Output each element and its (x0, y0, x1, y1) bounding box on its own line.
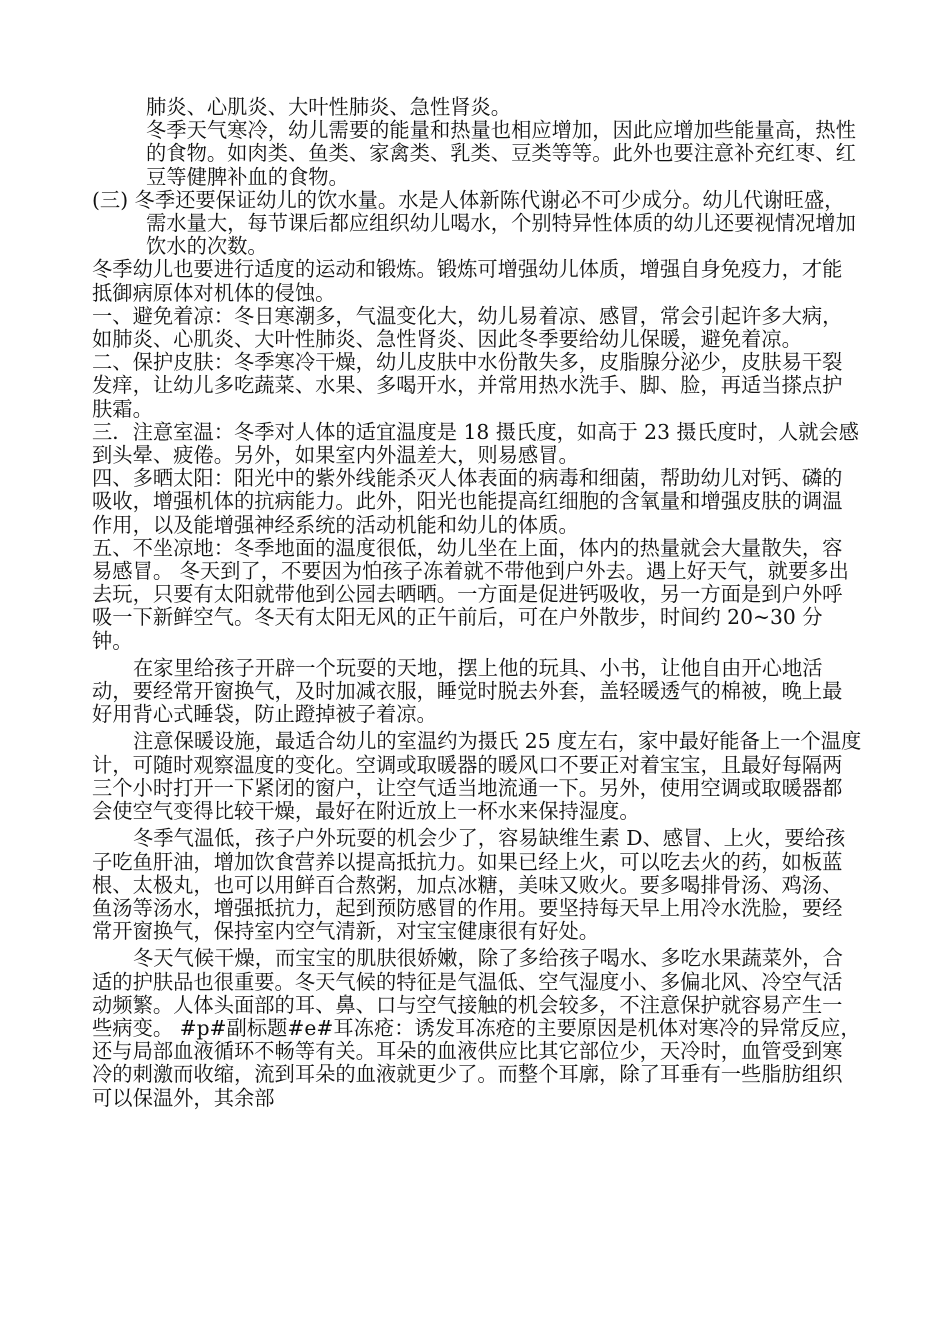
paragraph-avoid-cold: 一、避免着凉：冬日寒潮多，气温变化大，幼儿易着凉、感冒，常会引起许多大病，如肺炎、心肌炎、大叶性肺炎、急性肾炎、因此冬季要给幼儿保暖，避免着凉。 (92, 303, 843, 352)
paragraph-cold-floor: 五、不坐凉地：冬季地面的温度很低，幼儿坐在上面，体内的热量就会大量散失，容易感冒。 冬天到了，不要因为怕孩子冻着就不带他到户外去。遇上好天气，就要多出去玩，只要有太阳就带他到公园去晒晒。一方面是促进钙吸收，另一方面是到户外呼吸一下新鲜空气。冬天有太阳无风的正午前后，可在户外散步，时间约 20~30 分钟。 (92, 535, 849, 653)
paragraph-water-intake: (三) 冬季还要保证幼儿的饮水量。水是人体新陈代谢必不可少成分。幼儿代谢旺盛，需水量大，每节课后都应组织幼儿喝水，个别特异性体质的幼儿还要视情况增加饮水的次数。 (92, 187, 856, 259)
paragraph-play-at-home: 在家里给孩子开辟一个玩耍的天地，摆上他的玩具、小书，让他自由开心地活动，要经常开窗换气，及时加减衣服，睡觉时脱去外套，盖轻暖透气的棉被，晚上最好用背心式睡袋，防止蹬掉被子着凉。 (92, 655, 843, 727)
paragraph-dry-skin-ears: 冬天气候干燥，而宝宝的肌肤很娇嫩，除了多给孩子喝水、多吃水果蔬菜外，合适的护肤品也很重要。冬天气候的特征是气温低、空气湿度小、多偏北风、冷空气活动频繁。人体头面部的耳、鼻、口与空气接触的机会较多，不注意保护就容易产生一些病变。 #p#副标题#e#耳冻疮：诱发耳冻疮的主要原因是机体对寒冷的异常反应，还与局部血液循环不畅等有关。耳朵的血液供应比其它部位少，天冷时，血管受到寒冷的刺激而收缩，流到耳朵的血液就更少了。而整个耳廓，除了耳垂有一些脂肪组织可以保温外，其余部 (92, 946, 861, 1110)
paragraph-heating: 注意保暖设施，最适合幼儿的室温约为摄氏 25 度左右，家中最好能备上一个温度计，可随时观察温度的变化。空调或取暖器的暖风口不要正对着宝宝，且最好每隔两三个小时打开一下紧闭的窗户，让空气适当地流通一下。另外，使用空调或取暖器都会使空气变得比较干燥，最好在附近放上一杯水来保持湿度。 (92, 729, 862, 824)
paragraph-sunshine: 四、多晒太阳：阳光中的紫外线能杀灭人体表面的病毒和细菌，帮助幼儿对钙、磷的吸收，增强机体的抗病能力。此外，阳光也能提高红细胞的含氧量和增强皮肤的调温作用，以及能增强神经系统的活动机能和幼儿的体质。 (92, 466, 843, 537)
paragraph-energy-food: 冬季天气寒冷，幼儿需要的能量和热量也相应增加，因此应增加些能量高，热性的食物。如肉类、鱼类、家禽类、乳类、豆类等等。此外也要注意补充红枣、红豆等健脾补血的食物。 (146, 118, 856, 189)
document-page (92, 96, 862, 1110)
paragraph-room-temperature: 三．注意室温：冬季对人体的适宜温度是 18 摄氏度，如高于 23 摄氏度时，人就会感到头晕、疲倦。另外，如果室内外温差大，则易感冒。 (92, 419, 859, 468)
paragraph-disease-list: 肺炎、心肌炎、大叶性肺炎、急性肾炎。 (146, 95, 512, 119)
paragraph-protect-skin: 二、保护皮肤：冬季寒冷干燥，幼儿皮肤中水份散失多，皮脂腺分泌少，皮肤易干裂发痒，让幼儿多吃蔬菜、水果、多喝开水，并常用热水洗手、脚、脸，再适当搽点护肤霜。 (92, 350, 843, 421)
paragraph-vitamin-d: 冬季气温低，孩子户外玩耍的机会少了，容易缺维生素 D、感冒、上火，要给孩子吃鱼肝油，增加饮食营养以提高抵抗力。如果已经上火，可以吃去火的药，如板蓝根、太极丸，也可以用鲜百合熬粥，加点冰糖，美味又败火。要多喝排骨汤、鸡汤、鱼汤等汤水，增强抵抗力，起到预防感冒的作用。要坚持每天早上用冷水洗脸，要经常开窗换气，保持室内空气清新，对宝宝健康很有好处。 (92, 826, 846, 944)
paragraph-exercise: 冬季幼儿也要进行适度的运动和锻炼。锻炼可增强幼儿体质，增强自身免疫力，才能抵御病原体对机体的侵蚀。 (92, 257, 843, 305)
